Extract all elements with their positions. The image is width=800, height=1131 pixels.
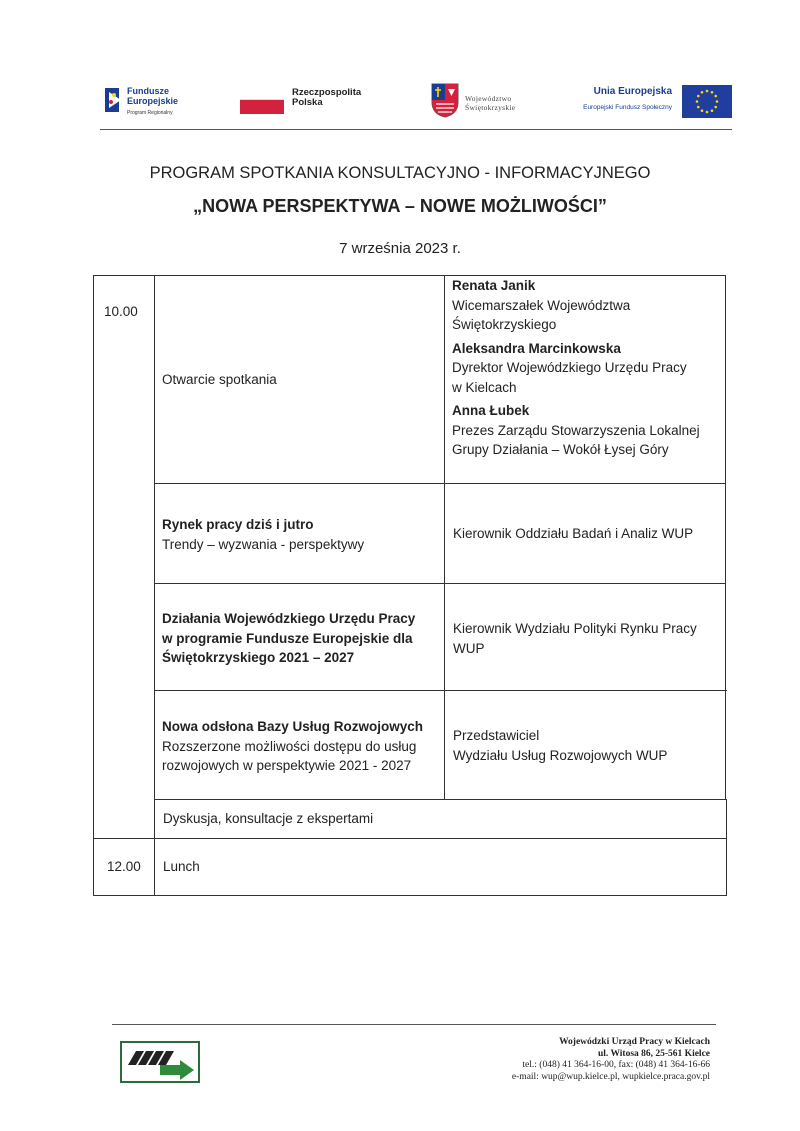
- ue-logo-subtitle: Europejski Fundusz Społeczny: [583, 104, 672, 111]
- fe-logo-text: Fundusze Europejskie: [127, 86, 179, 106]
- logo-fundusze-europejskie: [105, 80, 215, 124]
- speaker-role: w Kielcach: [452, 379, 517, 395]
- fe-logo-subtext: Program Regionalny: [127, 110, 173, 116]
- agenda-topic: Otwarcie spotkania: [162, 372, 277, 387]
- table-border: [93, 895, 727, 896]
- logo-rzeczpospolita-polska: [240, 80, 380, 124]
- header-divider: [100, 129, 732, 130]
- swietokrzyskie-crest-icon: [430, 82, 460, 118]
- event-date: 7 września 2023 r.: [339, 240, 461, 257]
- wup-logo: [120, 1041, 200, 1083]
- agenda-speakers: Przedstawiciel Wydziału Usług Rozwojowych WUP: [453, 728, 668, 763]
- time-cell: 12.00: [107, 859, 141, 874]
- table-border: [154, 799, 727, 800]
- agenda-topic: Dyskusja, konsultacje z ekspertami: [163, 811, 374, 826]
- header-logos: [100, 80, 732, 126]
- table-border: [726, 799, 727, 896]
- footer-phone: tel.: (048) 41 364-16-00, fax: (048) 41 364-16-66: [522, 1060, 710, 1070]
- footer-contact: [512, 1037, 710, 1083]
- logo-wojewodztwo-swietokrzyskie: [430, 80, 560, 124]
- table-border: [93, 275, 94, 896]
- ws-logo-text: Województwo Świętokrzyskie: [465, 94, 516, 112]
- logo-unia-europejska: [560, 80, 732, 124]
- table-border: [154, 275, 155, 896]
- wup-arrow-logo-icon: [122, 1043, 198, 1081]
- speaker-role: Grupy Działania – Wokół Łysej Góry: [452, 442, 669, 457]
- footer-org: Wojewódzki Urząd Pracy w Kielcach: [559, 1037, 710, 1047]
- agenda-topic: Rynek pracy dziś i jutro Trendy – wyzwania - perspektywy: [162, 517, 365, 552]
- table-border: [93, 838, 727, 839]
- fundusze-europejskie-mark-icon: [105, 86, 123, 114]
- agenda-topic: Działania Wojewódzkiego Urzędu Pracy w programie Fundusze Europejskie dla Świętokrzyskiego 2021 – 2027: [162, 611, 416, 665]
- table-border: [725, 275, 726, 799]
- time-cell: 10.00: [104, 304, 138, 319]
- footer-address: ul. Witosa 86, 25-561 Kielce: [597, 1048, 710, 1059]
- table-border: [444, 275, 445, 799]
- speaker-name: Anna Łubek: [452, 403, 530, 418]
- agenda-speakers: [452, 276, 700, 460]
- speaker-role: Prezes Zarządu Stowarzyszenia Lokalnej: [452, 422, 700, 438]
- polish-flag-icon: [240, 99, 284, 114]
- agenda-speakers: Kierownik Wydziału Polityki Rynku Pracy WUP: [453, 621, 697, 656]
- table-border: [154, 583, 726, 584]
- speaker-name: Renata Janik: [452, 278, 536, 293]
- table-border: [154, 690, 727, 691]
- agenda-speakers: Kierownik Oddziału Badań i Analiz WUP: [453, 526, 694, 541]
- rp-logo-text: Rzeczpospolita Polska: [292, 87, 362, 108]
- speaker-role: Dyrektor Wojewódzkiego Urzędu Pracy: [452, 360, 687, 375]
- footer-divider: [112, 1024, 716, 1025]
- table-border: [154, 483, 726, 484]
- speaker-role: Świętokrzyskiego: [452, 317, 557, 332]
- program-title: PROGRAM SPOTKANIA KONSULTACYJNO - INFORMACYJNEGO: [149, 164, 651, 182]
- ue-logo-title: Unia Europejska: [593, 86, 672, 97]
- event-name: „NOWA PERSPEKTYWA – NOWE MOŻLIWOŚCI”: [193, 196, 607, 216]
- eu-flag-icon: [682, 85, 732, 118]
- agenda-topic: Nowa odsłona Bazy Usług Rozwojowych Rozszerzone możliwości dostępu do usług rozwojowych w perspektywie 2021 - 2027: [162, 719, 424, 773]
- footer-email: e-mail: wup@wup.kielce.pl, wupkielce.praca.gov.pl: [511, 1071, 710, 1082]
- agenda-topic: Lunch: [163, 859, 200, 874]
- speaker-role: Wicemarszałek Województwa: [452, 297, 631, 313]
- speaker-name: Aleksandra Marcinkowska: [452, 340, 621, 356]
